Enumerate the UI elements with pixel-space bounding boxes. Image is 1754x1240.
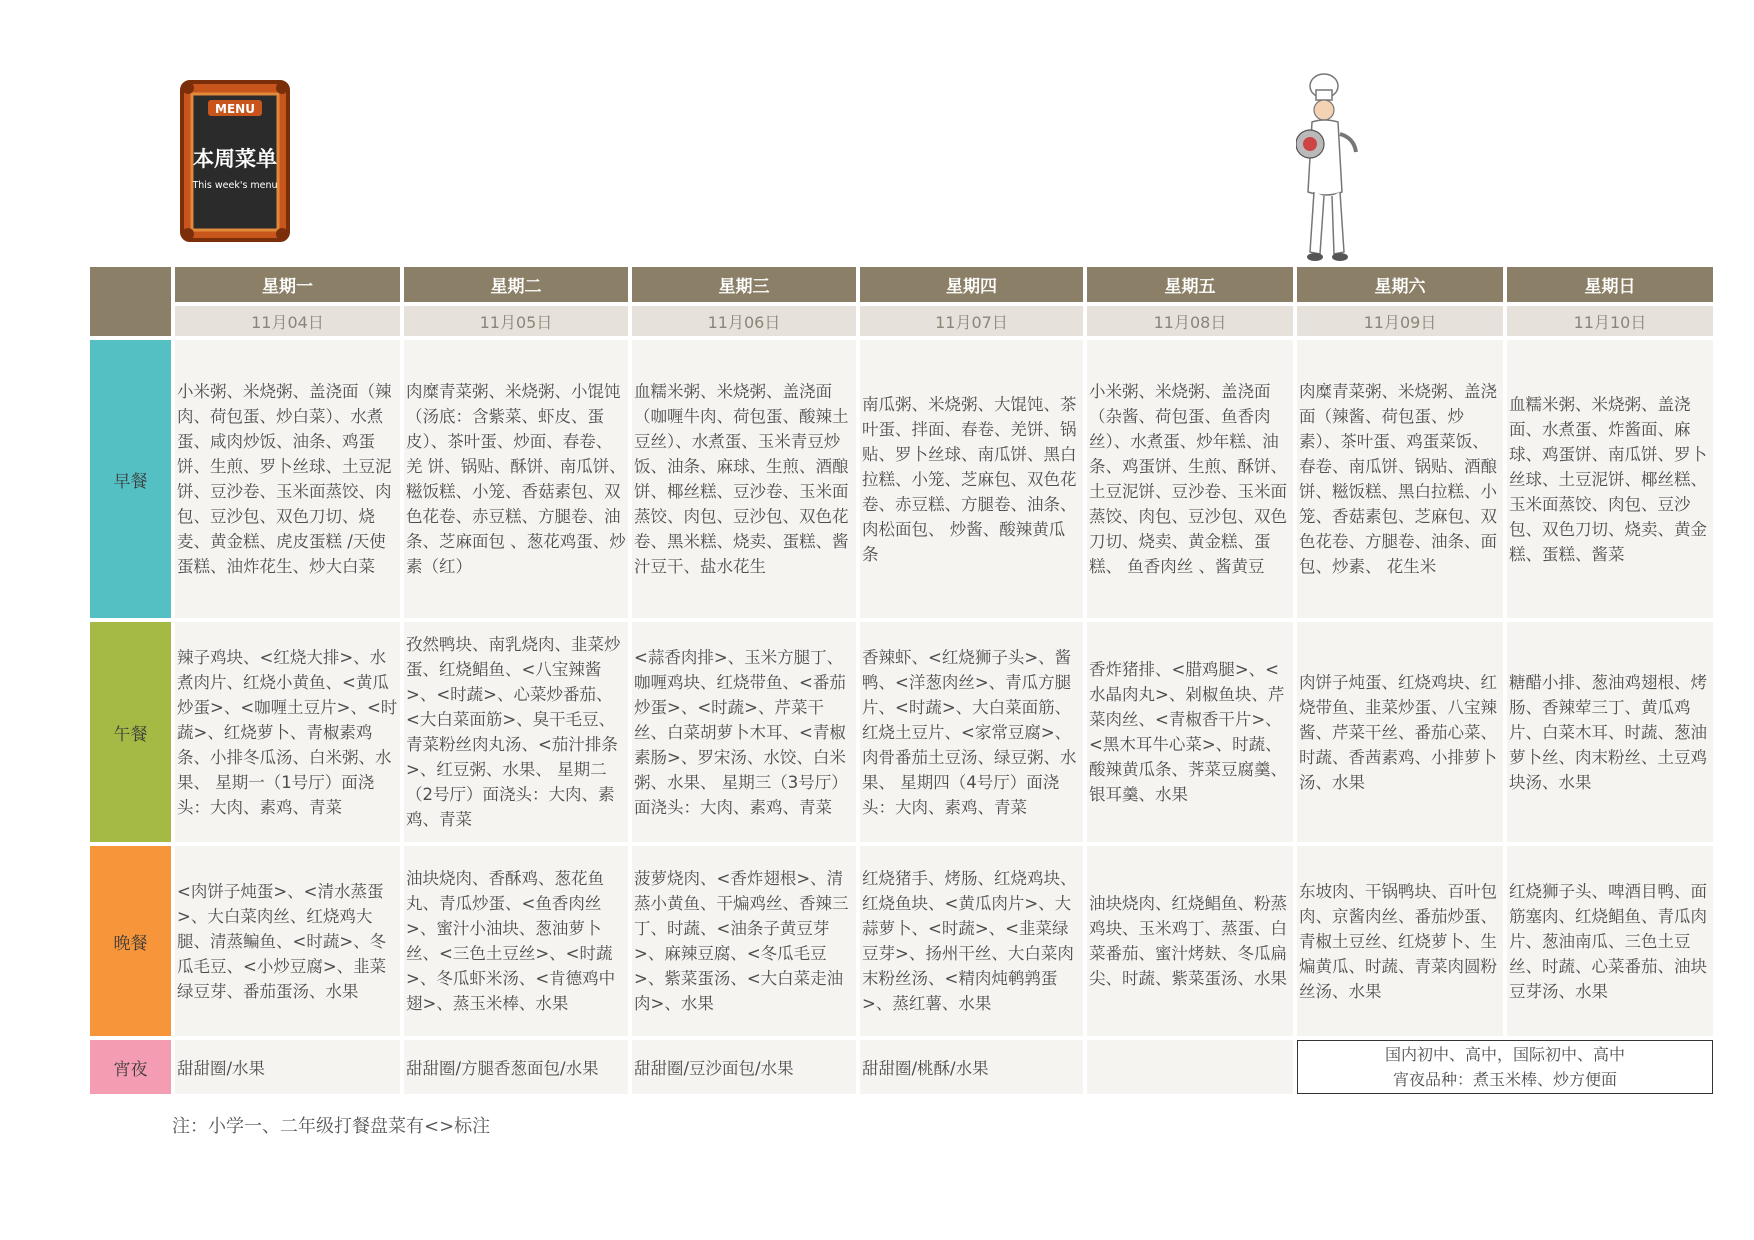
- lunch-thu: 香辣虾、<红烧狮子头>、酱鸭、<洋葱肉丝>、青瓜方腿片、<时蔬>、大白菜面筋、红烧土豆片、<家常豆腐>、肉骨番茄土豆汤、绿豆粥、水果、 星期四（4号厅）面浇头：大肉、素鸡、青菜: [860, 622, 1083, 842]
- date-mon: 11月04日: [175, 306, 400, 336]
- weekly-menu-table: [86, 263, 1717, 1098]
- dinner-wed: 菠萝烧肉、<香炸翅根>、清蒸小黄鱼、干煸鸡丝、香辣三丁、时蔬、<油条子黄豆芽>、麻辣豆腐、<冬瓜毛豆>、紫菜蛋汤、<大白菜走油肉>、水果: [632, 846, 856, 1036]
- night-snack-fri: [1087, 1040, 1293, 1094]
- logo-tag: MENU: [215, 102, 255, 116]
- night-snack-wed: 甜甜圈/豆沙面包/水果: [632, 1040, 856, 1094]
- header-corner: [90, 267, 171, 336]
- weekly-menu-logo: [178, 76, 292, 246]
- day-header-fri: 星期五: [1087, 267, 1293, 302]
- day-header-sun: 星期日: [1507, 267, 1713, 302]
- day-header-wed: 星期三: [632, 267, 856, 302]
- breakfast-thu: 南瓜粥、米烧粥、大馄饨、茶叶蛋、拌面、春卷、羌饼、锅贴、罗卜丝球、南瓜饼、黑白拉糕、小笼、芝麻包、双色花卷、赤豆糕、方腿卷、油条、肉松面包、 炒酱、酸辣黄瓜条: [860, 340, 1083, 618]
- logo-subtitle: This week's menu: [192, 180, 278, 191]
- night-snack-weekend-note: [1297, 1040, 1713, 1094]
- dinner-label: 晚餐: [90, 846, 171, 1036]
- dinner-mon: <肉饼子炖蛋>、<清水蒸蛋>、大白菜肉丝、红烧鸡大腿、清蒸鳊鱼、<时蔬>、冬瓜毛豆、<小炒豆腐>、韭菜绿豆芽、番茄蛋汤、水果: [175, 846, 400, 1036]
- dinner-sun: 红烧狮子头、啤酒目鸭、面筋塞肉、红烧鲳鱼、青瓜肉片、葱油南瓜、三色土豆丝、时蔬、心菜番茄、油块豆芽汤、水果: [1507, 846, 1713, 1036]
- lunch-tue: 孜然鸭块、南乳烧肉、韭菜炒蛋、红烧鲳鱼、<八宝辣酱>、<时蔬>、心菜炒番茄、<大白菜面筋>、臭干毛豆、青菜粉丝肉丸汤、<茄汁排条>、红豆粥、水果、 星期二（2号厅）面浇头：大肉、素鸡、青菜: [404, 622, 628, 842]
- dinner-fri: 油块烧肉、红烧鲳鱼、粉蒸鸡块、玉米鸡丁、蒸蛋、白菜番茄、蜜汁烤麸、冬瓜扁尖、时蔬、紫菜蛋汤、水果: [1087, 846, 1293, 1036]
- logo-title: 本周菜单: [193, 147, 277, 171]
- footnote: 注：小学一、二年级打餐盘菜有<>标注: [172, 1116, 491, 1137]
- night-note-line-2: 宵夜品种：煮玉米棒、炒方便面: [1392, 1070, 1617, 1089]
- lunch-sat: 肉饼子炖蛋、红烧鸡块、红烧带鱼、韭菜炒蛋、八宝辣酱、芹菜干丝、番茄心菜、时蔬、香茜素鸡、小排萝卜汤、水果: [1297, 622, 1503, 842]
- night-snack-thu: 甜甜圈/桃酥/水果: [860, 1040, 1083, 1094]
- date-fri: 11月08日: [1087, 306, 1293, 336]
- night-note-line-1: 国内初中、高中，国际初中、高中: [1384, 1045, 1625, 1064]
- day-header-tue: 星期二: [404, 267, 628, 302]
- breakfast-wed: 血糯米粥、米烧粥、盖浇面（咖喱牛肉、荷包蛋、酸辣土豆丝）、水煮蛋、玉米青豆炒饭、油条、麻球、生煎、酒酿饼、椰丝糕、豆沙卷、玉米面蒸饺、肉包、豆沙包、双色花卷、黑米糕、烧卖、蛋糕、酱汁豆干、盐水花生: [632, 340, 856, 618]
- lunch-mon: 辣子鸡块、<红烧大排>、水煮肉片、红烧小黄鱼、<黄瓜炒蛋>、<咖喱土豆片>、<时蔬>、红烧萝卜、青椒素鸡条、小排冬瓜汤、白米粥、水果、 星期一（1号厅）面浇头：大肉、素鸡、青菜: [175, 622, 400, 842]
- date-thu: 11月07日: [860, 306, 1083, 336]
- night-snack-label: 宵夜: [90, 1040, 171, 1094]
- breakfast-fri: 小米粥、米烧粥、盖浇面（杂酱、荷包蛋、鱼香肉丝）、水煮蛋、炒年糕、油条、鸡蛋饼、生煎、酥饼、土豆泥饼、豆沙卷、玉米面蒸饺、肉包、豆沙包、双色刀切、烧卖、黄金糕、蛋糕、 鱼香肉丝 、酱黄豆: [1087, 340, 1293, 618]
- lunch-fri: 香炸猪排、<腊鸡腿>、<水晶肉丸>、剁椒鱼块、芹菜肉丝、<青椒香干片>、<黑木耳牛心菜>、时蔬、酸辣黄瓜条、荠菜豆腐羹、银耳羹、水果: [1087, 622, 1293, 842]
- chef-illustration: [1296, 72, 1368, 264]
- breakfast-tue: 肉糜青菜粥、米烧粥、小馄饨（汤底：含紫菜、虾皮、蛋皮）、茶叶蛋、炒面、春卷、羌 饼、锅贴、酥饼、南瓜饼、糍饭糕、小笼、香菇素包、双色花卷、赤豆糕、方腿卷、油条、芝麻面包 、葱花鸡蛋、炒素（红）: [404, 340, 628, 618]
- day-header-sat: 星期六: [1297, 267, 1503, 302]
- night-snack-tue: 甜甜圈/方腿香葱面包/水果: [404, 1040, 628, 1094]
- day-header-mon: 星期一: [175, 267, 400, 302]
- lunch-label: 午餐: [90, 622, 171, 842]
- night-snack-mon: 甜甜圈/水果: [175, 1040, 400, 1094]
- date-tue: 11月05日: [404, 306, 628, 336]
- dinner-thu: 红烧猪手、烤肠、红烧鸡块、红烧鱼块、<黄瓜肉片>、大蒜萝卜、<时蔬>、<韭菜绿豆芽>、扬州干丝、大白菜肉末粉丝汤、<精肉炖鹌鹑蛋>、蒸红薯、水果: [860, 846, 1083, 1036]
- dinner-tue: 油块烧肉、香酥鸡、葱花鱼丸、青瓜炒蛋、<鱼香肉丝>、蜜汁小油块、葱油萝卜丝、<三色土豆丝>、<时蔬>、冬瓜虾米汤、<肯德鸡中翅>、蒸玉米棒、水果: [404, 846, 628, 1036]
- date-sat: 11月09日: [1297, 306, 1503, 336]
- breakfast-mon: 小米粥、米烧粥、盖浇面（辣肉、荷包蛋、炒白菜）、水煮蛋、咸肉炒饭、油条、鸡蛋饼、生煎、罗卜丝球、土豆泥饼、豆沙卷、玉米面蒸饺、肉包、豆沙包、双色刀切、烧麦、黄金糕、虎皮蛋糕 /天使蛋糕、油炸花生、炒大白菜: [175, 340, 400, 618]
- breakfast-label: 早餐: [90, 340, 171, 618]
- lunch-sun: 糖醋小排、葱油鸡翅根、烤肠、香辣荤三丁、黄瓜鸡片、白菜木耳、时蔬、葱油萝卜丝、肉末粉丝、土豆鸡块汤、水果: [1507, 622, 1713, 842]
- date-wed: 11月06日: [632, 306, 856, 336]
- lunch-wed: <蒜香肉排>、玉米方腿丁、咖喱鸡块、红烧带鱼、<番茄炒蛋>、<时蔬>、芹菜干丝、白菜胡萝卜木耳、<青椒素肠>、罗宋汤、水饺、白米粥、水果、 星期三（3号厅）面浇头：大肉、素鸡、青菜: [632, 622, 856, 842]
- breakfast-sat: 肉糜青菜粥、米烧粥、盖浇面（辣酱、荷包蛋、炒素）、茶叶蛋、鸡蛋菜饭、春卷、南瓜饼、锅贴、酒酿饼、糍饭糕、黑白拉糕、小笼、香菇素包、芝麻包、双色花卷、方腿卷、油条、面包、炒素、 花生米: [1297, 340, 1503, 618]
- dinner-sat: 东坡肉、干锅鸭块、百叶包肉、京酱肉丝、番茄炒蛋、青椒土豆丝、红烧萝卜、生煸黄瓜、时蔬、青菜肉圆粉丝汤、水果: [1297, 846, 1503, 1036]
- breakfast-sun: 血糯米粥、米烧粥、盖浇面、水煮蛋、炸酱面、麻球、鸡蛋饼、南瓜饼、罗卜丝球、土豆泥饼、椰丝糕、玉米面蒸饺、肉包、豆沙包、双色刀切、烧卖、黄金糕、蛋糕、酱菜: [1507, 340, 1713, 618]
- day-header-thu: 星期四: [860, 267, 1083, 302]
- date-sun: 11月10日: [1507, 306, 1713, 336]
